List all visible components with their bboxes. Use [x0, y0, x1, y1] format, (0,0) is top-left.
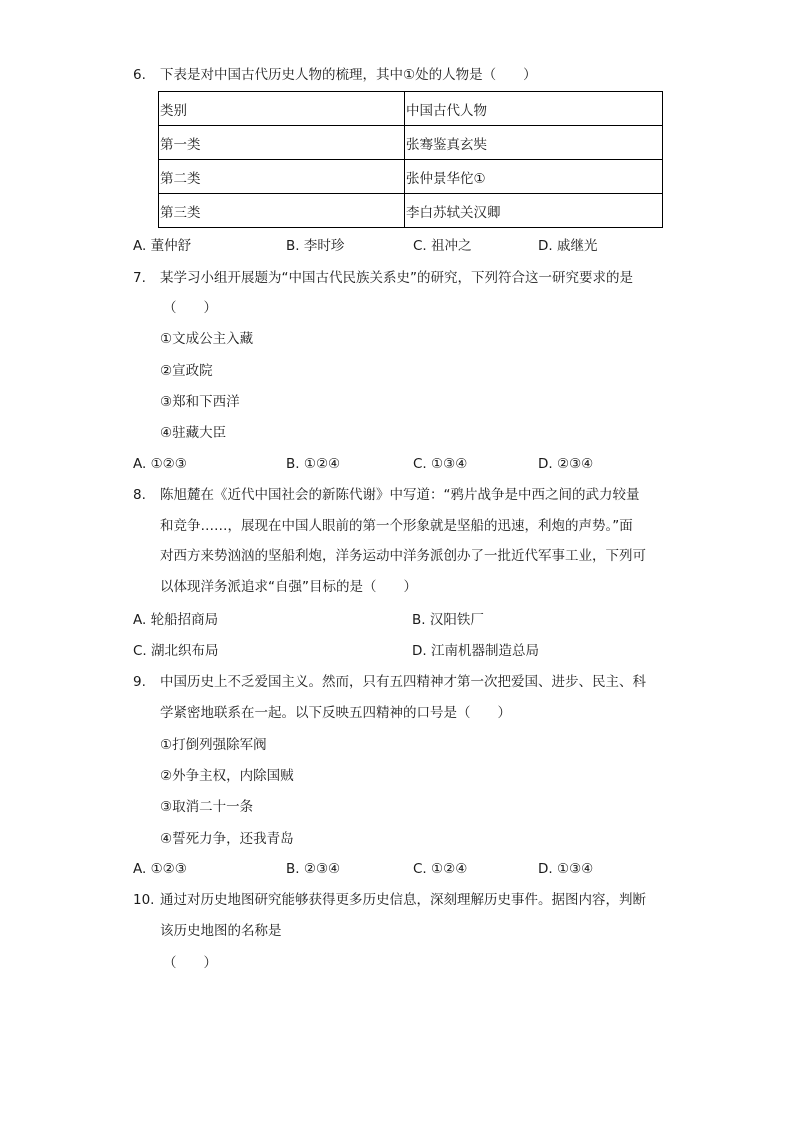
question-7	[133, 266, 673, 290]
history-figures-table	[158, 91, 663, 228]
table-cell: 类别	[159, 92, 405, 126]
option-b[interactable]: B. 李时珍	[286, 238, 345, 254]
table-row	[159, 126, 663, 160]
options-row	[133, 639, 673, 663]
statement-item: ③郑和下西洋	[160, 394, 240, 410]
statement-item: ②宣政院	[160, 363, 213, 379]
option-b[interactable]: B. ①②④	[286, 456, 341, 472]
statement-item: ④誓死力争，还我青岛	[160, 831, 294, 847]
option-c[interactable]: C. 湖北织布局	[133, 643, 219, 659]
stem-line: 和竞争……，展现在中国人眼前的第一个形象就是坚船的迅速，利炮的声势。”面	[160, 517, 633, 534]
stem-line: 学紧密地联系在一起。以下反映五四精神的口号是（ ）	[160, 705, 511, 721]
statement-item: ④驻藏大臣	[160, 425, 227, 441]
option-a[interactable]: A. ①②③	[133, 456, 187, 472]
option-a[interactable]: A. 轮船招商局	[133, 612, 219, 628]
options-row	[133, 234, 673, 258]
option-a[interactable]: A. 董仲舒	[133, 238, 192, 254]
table-row	[159, 194, 663, 228]
option-b[interactable]: B. ②③④	[286, 861, 341, 877]
question-number: 9.	[133, 674, 146, 690]
table-cell: 第三类	[159, 194, 405, 228]
question-6	[133, 63, 673, 87]
options-row	[133, 857, 673, 881]
question-8	[133, 483, 673, 602]
statement-item: ②外争主权，内除国贼	[160, 768, 294, 784]
question-number: 10.	[133, 892, 155, 908]
option-d[interactable]: D. 江南机器制造总局	[412, 643, 539, 659]
stem-line: 中国历史上不乏爱国主义。然而，只有五四精神才第一次把爱国、进步、民主、科	[160, 674, 646, 690]
option-a[interactable]: A. ①②③	[133, 861, 187, 877]
question-9	[133, 670, 673, 729]
option-c[interactable]: C. ①②④	[413, 861, 468, 877]
table-cell: 张仲景华佗①	[405, 160, 663, 194]
stem-line: 该历史地图的名称是	[160, 923, 282, 939]
answer-parentheses: （ ）	[163, 955, 217, 971]
question-stem: 某学习小组开展题为“中国古代民族关系史”的研究，下列符合这一研究要求的是	[160, 270, 633, 286]
options-row	[133, 608, 673, 632]
option-d[interactable]: D. 戚继光	[538, 238, 598, 254]
table-cell: 张骞鉴真玄奘	[405, 126, 663, 160]
question-stem	[160, 667, 673, 729]
question-stem	[160, 480, 673, 602]
question-number: 6.	[133, 67, 146, 83]
question-stem	[160, 885, 673, 947]
stem-line: 通过对历史地图研究能够获得更多历史信息，深刻理解历史事件。据图内容，判断	[160, 892, 646, 908]
question-number: 7.	[133, 270, 146, 286]
options-row	[133, 452, 673, 476]
answer-parentheses: （ ）	[163, 300, 217, 316]
option-c[interactable]: C. ①③④	[413, 456, 468, 472]
table-cell: 第二类	[159, 160, 405, 194]
option-d[interactable]: D. ①③④	[538, 861, 594, 877]
statement-item: ③取消二十一条	[160, 799, 254, 815]
statement-item: ①文成公主入藏	[160, 331, 254, 347]
question-10	[133, 888, 673, 947]
option-c[interactable]: C. 祖冲之	[413, 238, 472, 254]
question-number: 8.	[133, 487, 146, 503]
stem-line: 陈旭麓在《近代中国社会的新陈代谢》中写道：“鸦片战争是中西之间的武力较量	[160, 487, 640, 503]
question-stem: 下表是对中国古代历史人物的梳理，其中①处的人物是（ ）	[160, 67, 537, 83]
stem-line: 以体现洋务派追求“自强”目标的是（ ）	[160, 578, 417, 595]
table-cell: 李白苏轼关汉卿	[405, 194, 663, 228]
table-cell: 中国古代人物	[405, 92, 663, 126]
table-row	[159, 92, 663, 126]
stem-line: 对西方来势汹汹的坚船利炮，洋务运动中洋务派创办了一批近代军事工业，下列可	[160, 548, 646, 564]
table-row	[159, 160, 663, 194]
option-d[interactable]: D. ②③④	[538, 456, 594, 472]
option-b[interactable]: B. 汉阳铁厂	[412, 612, 484, 628]
statement-item: ①打倒列强除军阀	[160, 737, 267, 753]
table-cell: 第一类	[159, 126, 405, 160]
